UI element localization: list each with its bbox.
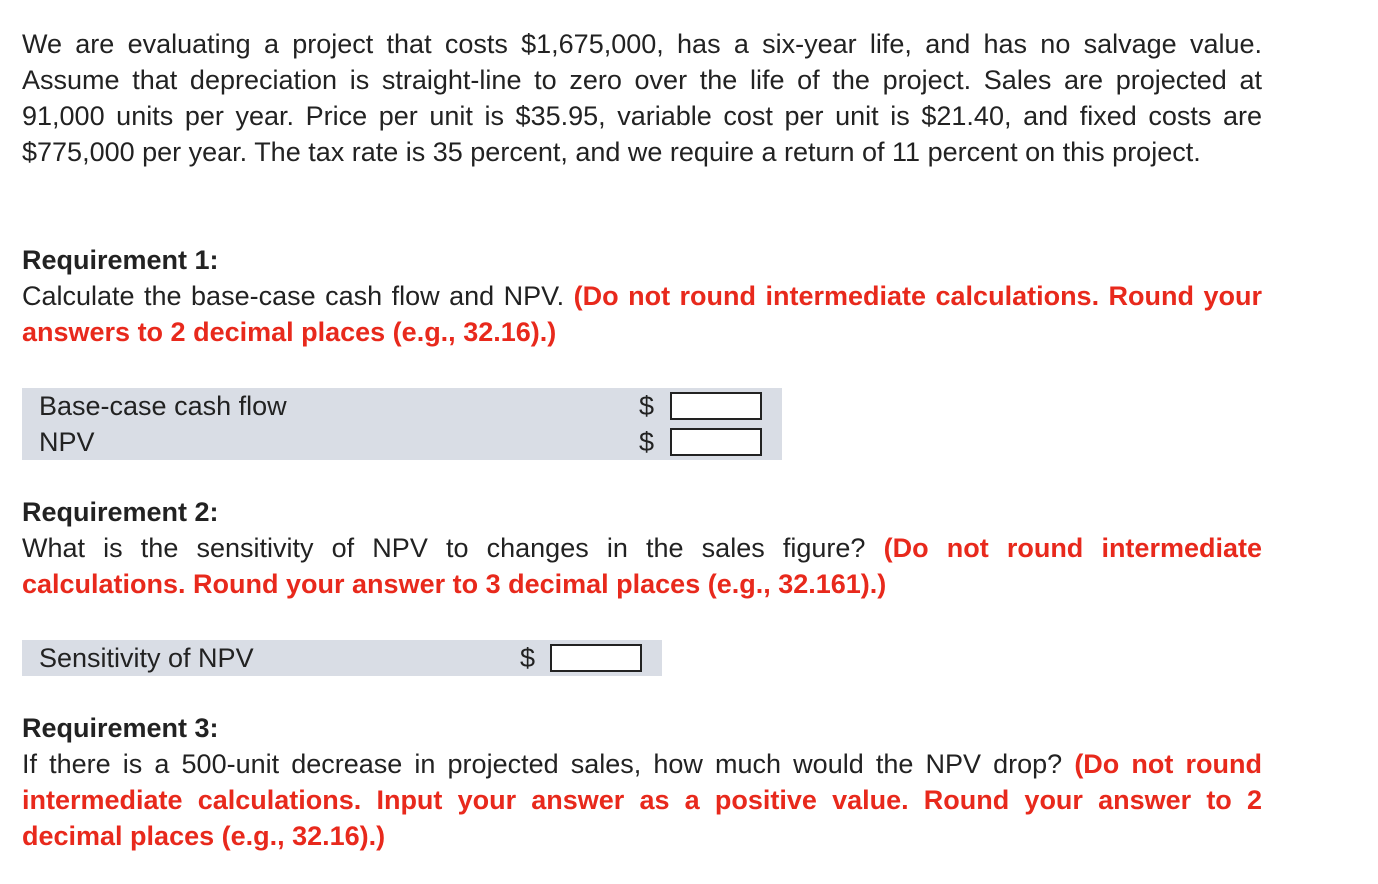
intro-text: We are evaluating a project that costs $1,675,000, has a six-year life, and has no salvage value. Assume that depreciation is straight-line to zero over the life of the project. Sales are projected at 91,000 units per year. Price per unit is $35.95, variable cost per unit is $21.40, and fixed costs are $775,000 per year. The tax rate is 35 percent, and we require a return of 11 percent on this project. [22, 29, 1262, 167]
sensitivity-of-npv-label: Sensitivity of NPV [39, 643, 254, 673]
base-case-cash-flow-label: Base-case cash flow [39, 391, 287, 421]
requirement-2-question: What is the sensitivity of NPV to changes in the sales figure? [22, 533, 866, 563]
currency-symbol: $ [639, 427, 655, 457]
sensitivity-of-npv-input[interactable] [550, 644, 642, 672]
requirement-1-title: Requirement 1: [22, 245, 219, 275]
problem-statement [22, 26, 1262, 170]
base-case-cash-flow-input[interactable] [670, 392, 762, 420]
currency-symbol: $ [639, 391, 655, 421]
requirement-1-answer-table [22, 388, 782, 460]
requirement-1 [22, 242, 1262, 350]
requirement-3 [22, 710, 1262, 854]
requirement-2-instruction: (Do not round intermediate calculations. Round your answer to 3 decimal places (e.g., 32.161).) [22, 533, 1262, 599]
requirement-3-question: If there is a 500-unit decrease in projected sales, how much would the NPV drop? [22, 749, 1063, 779]
requirement-3-text [22, 746, 1262, 854]
requirement-1-text [22, 278, 1262, 350]
requirement-3-instruction: (Do not round intermediate calculations. Input your answer as a positive value. Round your answer to 2 decimal places (e.g., 32.16).) [22, 749, 1262, 851]
requirement-1-question: Calculate the base-case cash flow and NPV. [22, 281, 565, 311]
requirement-3-title: Requirement 3: [22, 713, 219, 743]
requirement-2-title: Requirement 2: [22, 497, 219, 527]
npv-label: NPV [39, 427, 95, 457]
requirement-1-instruction: (Do not round intermediate calculations. Round your answers to 2 decimal places (e.g., 32.16).) [22, 281, 1263, 347]
requirement-2-text [22, 530, 1262, 602]
table-row-base-case-cash-flow [22, 388, 782, 424]
requirement-2-answer-table [22, 640, 662, 676]
requirement-2 [22, 494, 1262, 602]
currency-symbol: $ [520, 643, 536, 673]
npv-input[interactable] [670, 428, 762, 456]
table-row-npv [22, 424, 782, 460]
table-row-sensitivity-of-npv [22, 640, 662, 676]
